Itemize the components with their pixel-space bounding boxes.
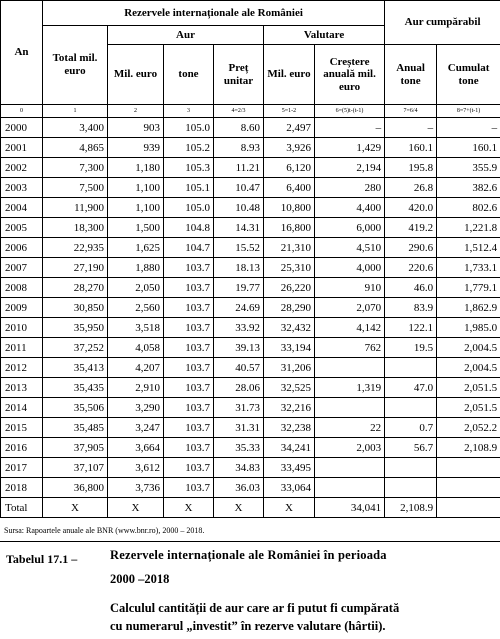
value-cell: 1,880 [108, 258, 164, 278]
value-cell [437, 498, 500, 518]
value-cell [385, 398, 437, 418]
value-cell: 56.7 [385, 438, 437, 458]
header-val-mil-euro: Mil. euro [264, 45, 315, 105]
value-cell: X [108, 498, 164, 518]
value-cell: 31.31 [214, 418, 264, 438]
value-cell: 46.0 [385, 278, 437, 298]
value-cell: 32,432 [264, 318, 315, 338]
value-cell: 32,216 [264, 398, 315, 418]
value-cell: 6,120 [264, 158, 315, 178]
table-row [1, 138, 500, 158]
year-cell: 2009 [1, 298, 43, 318]
value-cell: 4,000 [315, 258, 385, 278]
year-cell: 2011 [1, 338, 43, 358]
value-cell: 83.9 [385, 298, 437, 318]
value-cell: 8.93 [214, 138, 264, 158]
value-cell: 280 [315, 178, 385, 198]
value-cell: 37,107 [43, 458, 108, 478]
year-cell: 2006 [1, 238, 43, 258]
table-body [1, 105, 500, 518]
year-cell: 2010 [1, 318, 43, 338]
year-cell: Total [1, 498, 43, 518]
value-cell: 0.7 [385, 418, 437, 438]
value-cell: 35,950 [43, 318, 108, 338]
table-row [1, 338, 500, 358]
value-cell: 27,190 [43, 258, 108, 278]
value-cell: 22,935 [43, 238, 108, 258]
index-cell: 7=6/4 [385, 105, 437, 118]
value-cell: 11,900 [43, 198, 108, 218]
table-row [1, 218, 500, 238]
value-cell [315, 458, 385, 478]
value-cell: 26,220 [264, 278, 315, 298]
value-cell: 2,910 [108, 378, 164, 398]
value-cell: 103.7 [164, 398, 214, 418]
value-cell: 7,500 [43, 178, 108, 198]
header-aur-mil-euro: Mil. euro [108, 45, 164, 105]
value-cell: 1,512.4 [437, 238, 500, 258]
value-cell: 1,429 [315, 138, 385, 158]
year-cell: 2005 [1, 218, 43, 238]
year-cell: 2008 [1, 278, 43, 298]
value-cell: 105.0 [164, 198, 214, 218]
value-cell: 22 [315, 418, 385, 438]
header-pret-unitar: Preț unitar [214, 45, 264, 105]
value-cell: 35,506 [43, 398, 108, 418]
value-cell: 34,241 [264, 438, 315, 458]
value-cell: 35,413 [43, 358, 108, 378]
value-cell: 103.7 [164, 358, 214, 378]
value-cell: 14.31 [214, 218, 264, 238]
value-cell: 1,180 [108, 158, 164, 178]
value-cell: 1,779.1 [437, 278, 500, 298]
table-row [1, 158, 500, 178]
value-cell: 419.2 [385, 218, 437, 238]
value-cell: 355.9 [437, 158, 500, 178]
value-cell: 4,510 [315, 238, 385, 258]
value-cell: 3,736 [108, 478, 164, 498]
value-cell: X [43, 498, 108, 518]
value-cell: 2,050 [108, 278, 164, 298]
table-row [1, 118, 500, 138]
table-row [1, 278, 500, 298]
value-cell: 2,497 [264, 118, 315, 138]
value-cell: 103.7 [164, 458, 214, 478]
value-cell: 195.8 [385, 158, 437, 178]
value-cell: 35.33 [214, 438, 264, 458]
value-cell: 3,290 [108, 398, 164, 418]
value-cell: 31.73 [214, 398, 264, 418]
value-cell: 3,612 [108, 458, 164, 478]
value-cell: 34,041 [315, 498, 385, 518]
value-cell: 6,000 [315, 218, 385, 238]
value-cell: 33,194 [264, 338, 315, 358]
header-valutare: Valutare [264, 26, 385, 45]
value-cell: 18.13 [214, 258, 264, 278]
header-total: Total mil. euro [43, 26, 108, 105]
value-cell: 220.6 [385, 258, 437, 278]
header-aur-tone: tone [164, 45, 214, 105]
total-row [1, 498, 500, 518]
value-cell: 903 [108, 118, 164, 138]
value-cell: X [264, 498, 315, 518]
value-cell: 4,142 [315, 318, 385, 338]
index-cell: 1 [43, 105, 108, 118]
caption-period: 2000 –2018 [110, 572, 169, 587]
value-cell: X [214, 498, 264, 518]
value-cell: 39.13 [214, 338, 264, 358]
value-cell: 7,300 [43, 158, 108, 178]
caption-label: Tabelul 17.1 – [6, 552, 77, 567]
value-cell: 28,290 [264, 298, 315, 318]
index-cell: 3 [164, 105, 214, 118]
value-cell: 103.7 [164, 378, 214, 398]
value-cell: 105.0 [164, 118, 214, 138]
value-cell [437, 458, 500, 478]
year-cell: 2016 [1, 438, 43, 458]
value-cell: 2,052.2 [437, 418, 500, 438]
value-cell: 4,865 [43, 138, 108, 158]
value-cell: 31,206 [264, 358, 315, 378]
value-cell [315, 478, 385, 498]
value-cell: 19.77 [214, 278, 264, 298]
value-cell: 2,051.5 [437, 398, 500, 418]
value-cell: 32,525 [264, 378, 315, 398]
value-cell: 762 [315, 338, 385, 358]
value-cell: 28.06 [214, 378, 264, 398]
value-cell: 10.48 [214, 198, 264, 218]
value-cell: 2,051.5 [437, 378, 500, 398]
value-cell: 103.7 [164, 338, 214, 358]
value-cell: 2,560 [108, 298, 164, 318]
value-cell: 37,252 [43, 338, 108, 358]
value-cell: 3,247 [108, 418, 164, 438]
value-cell: 1,221.8 [437, 218, 500, 238]
year-cell: 2017 [1, 458, 43, 478]
table-row [1, 418, 500, 438]
value-cell: – [315, 118, 385, 138]
caption-subtitle-line1: Calculul cantității de aur care ar fi putut fi cumpărată [110, 601, 399, 616]
year-cell: 2013 [1, 378, 43, 398]
value-cell: 105.1 [164, 178, 214, 198]
index-row [1, 105, 500, 118]
value-cell: 19.5 [385, 338, 437, 358]
header-cumulat-tone: Cumulat tone [437, 45, 500, 105]
value-cell: 103.7 [164, 318, 214, 338]
header-anual-tone: Anual tone [385, 45, 437, 105]
value-cell: 35,435 [43, 378, 108, 398]
value-cell: 33,064 [264, 478, 315, 498]
value-cell: 104.7 [164, 238, 214, 258]
table-row [1, 298, 500, 318]
value-cell: 36.03 [214, 478, 264, 498]
value-cell: 6,400 [264, 178, 315, 198]
table-row [1, 398, 500, 418]
value-cell: 2,003 [315, 438, 385, 458]
table-row [1, 258, 500, 278]
value-cell: 103.7 [164, 438, 214, 458]
header-crestere: Creștere anuală mil. euro [315, 45, 385, 105]
value-cell: 35,485 [43, 418, 108, 438]
source-note: Sursa: Rapoartele anuale ale BNR (www.bnr.ro), 2000 – 2018. [4, 526, 204, 535]
value-cell: 40.57 [214, 358, 264, 378]
value-cell: 36,800 [43, 478, 108, 498]
value-cell: 802.6 [437, 198, 500, 218]
index-cell: 4=2/3 [214, 105, 264, 118]
index-cell: 2 [108, 105, 164, 118]
value-cell: 3,400 [43, 118, 108, 138]
value-cell: 2,070 [315, 298, 385, 318]
value-cell [385, 458, 437, 478]
table-row [1, 458, 500, 478]
index-cell: 0 [1, 105, 43, 118]
year-cell: 2001 [1, 138, 43, 158]
value-cell: 103.7 [164, 478, 214, 498]
value-cell: 103.7 [164, 418, 214, 438]
value-cell: 25,310 [264, 258, 315, 278]
year-cell: 2002 [1, 158, 43, 178]
value-cell: 104.8 [164, 218, 214, 238]
value-cell: 910 [315, 278, 385, 298]
value-cell: 160.1 [385, 138, 437, 158]
value-cell: 290.6 [385, 238, 437, 258]
table-row [1, 438, 500, 458]
value-cell: 26.8 [385, 178, 437, 198]
value-cell: 1,500 [108, 218, 164, 238]
value-cell: 939 [108, 138, 164, 158]
year-cell: 2014 [1, 398, 43, 418]
year-cell: 2012 [1, 358, 43, 378]
value-cell: 30,850 [43, 298, 108, 318]
value-cell: 1,985.0 [437, 318, 500, 338]
value-cell: 18,300 [43, 218, 108, 238]
year-cell: 2003 [1, 178, 43, 198]
value-cell: 3,664 [108, 438, 164, 458]
value-cell: 3,518 [108, 318, 164, 338]
table-row [1, 318, 500, 338]
value-cell: 8.60 [214, 118, 264, 138]
value-cell: 11.21 [214, 158, 264, 178]
value-cell: 4,058 [108, 338, 164, 358]
value-cell [315, 398, 385, 418]
value-cell: 2,108.9 [385, 498, 437, 518]
year-cell: 2000 [1, 118, 43, 138]
value-cell: 33.92 [214, 318, 264, 338]
table-caption [0, 541, 500, 639]
value-cell: 1,862.9 [437, 298, 500, 318]
value-cell: 420.0 [385, 198, 437, 218]
value-cell: 382.6 [437, 178, 500, 198]
table-row [1, 238, 500, 258]
value-cell: 16,800 [264, 218, 315, 238]
value-cell: 1,733.1 [437, 258, 500, 278]
value-cell: 1,100 [108, 178, 164, 198]
value-cell: 2,108.9 [437, 438, 500, 458]
value-cell [385, 358, 437, 378]
year-cell: 2007 [1, 258, 43, 278]
value-cell: 2,194 [315, 158, 385, 178]
value-cell: 21,310 [264, 238, 315, 258]
value-cell [315, 358, 385, 378]
table-row [1, 478, 500, 498]
value-cell: 122.1 [385, 318, 437, 338]
value-cell [385, 478, 437, 498]
index-cell: 5=1-2 [264, 105, 315, 118]
value-cell: 24.69 [214, 298, 264, 318]
value-cell: 10.47 [214, 178, 264, 198]
value-cell: 4,207 [108, 358, 164, 378]
value-cell [437, 478, 500, 498]
header-aur-cumparabil: Aur cumpărabil [385, 1, 500, 45]
value-cell: 10,800 [264, 198, 315, 218]
value-cell: 34.83 [214, 458, 264, 478]
table-row [1, 198, 500, 218]
value-cell: 32,238 [264, 418, 315, 438]
value-cell: 105.3 [164, 158, 214, 178]
value-cell: 4,400 [315, 198, 385, 218]
value-cell: X [164, 498, 214, 518]
value-cell: – [385, 118, 437, 138]
value-cell: 105.2 [164, 138, 214, 158]
value-cell: 28,270 [43, 278, 108, 298]
value-cell: 3,926 [264, 138, 315, 158]
index-cell: 8=7+(t-1) [437, 105, 500, 118]
table-row [1, 178, 500, 198]
value-cell: 2,004.5 [437, 338, 500, 358]
caption-title: Rezervele internaționale ale României în perioada [110, 548, 387, 563]
year-cell: 2015 [1, 418, 43, 438]
table-row [1, 378, 500, 398]
caption-subtitle-line2: cu numerarul „investit” în rezerve valutare (hârtii). [110, 619, 386, 634]
value-cell: – [437, 118, 500, 138]
header-aur: Aur [108, 26, 264, 45]
value-cell: 37,905 [43, 438, 108, 458]
header-rezerve: Rezervele internaționale ale României [43, 1, 385, 26]
year-cell: 2018 [1, 478, 43, 498]
value-cell: 1,100 [108, 198, 164, 218]
year-cell: 2004 [1, 198, 43, 218]
value-cell: 15.52 [214, 238, 264, 258]
value-cell: 103.7 [164, 298, 214, 318]
header-an: An [1, 1, 43, 105]
value-cell: 33,495 [264, 458, 315, 478]
value-cell: 103.7 [164, 278, 214, 298]
value-cell: 1,319 [315, 378, 385, 398]
value-cell: 103.7 [164, 258, 214, 278]
value-cell: 160.1 [437, 138, 500, 158]
index-cell: 6=(5)t-(t-1) [315, 105, 385, 118]
value-cell: 1,625 [108, 238, 164, 258]
value-cell: 47.0 [385, 378, 437, 398]
table-row [1, 358, 500, 378]
value-cell: 2,004.5 [437, 358, 500, 378]
